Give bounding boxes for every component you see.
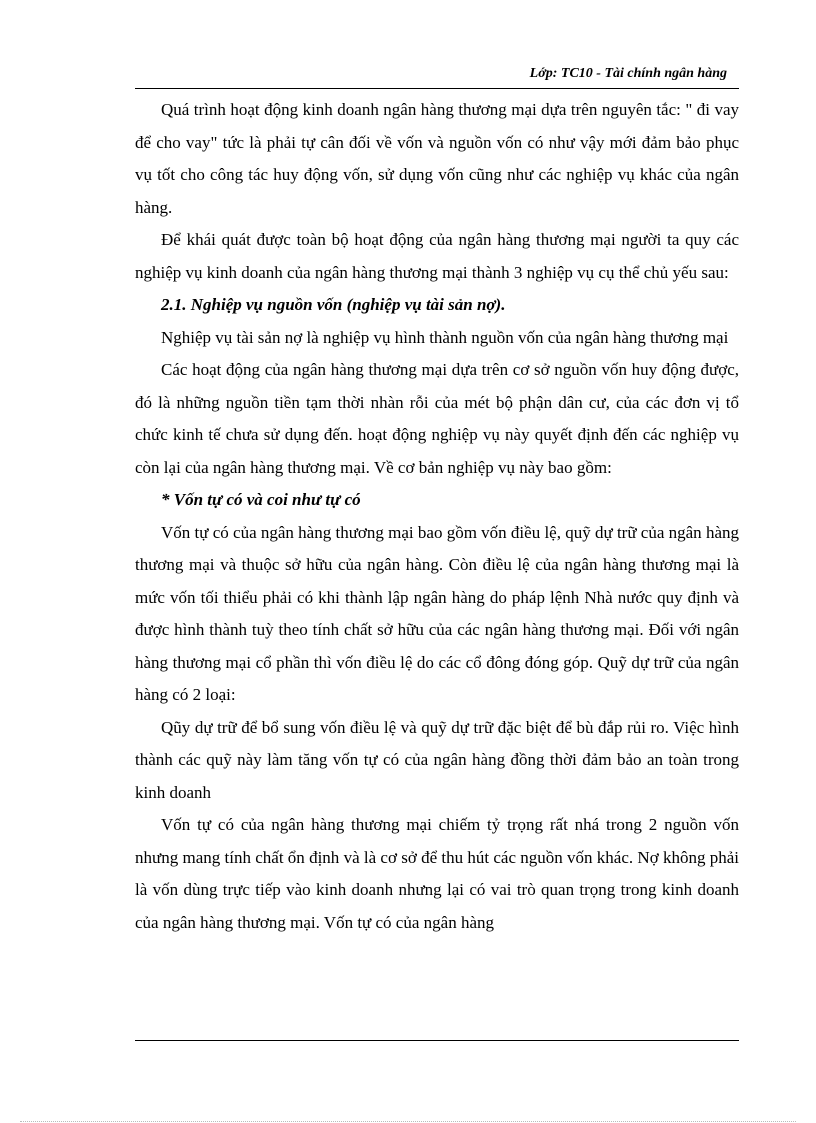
paragraph-own-capital: Vốn tự có của ngân hàng thương mại bao gồm vốn điều lệ, quỹ dự trữ của ngân hàng thương mại và thuộc sở hữu của ngân hàng. Còn điều lệ của ngân hàng thương mại là mức vốn tối thiểu phải có khi thành lập ngân hàng do pháp lệnh Nhà nước quy định và được hình thành tuỳ theo tính chất sở hữu của các ngân hàng thương mại. Đối với ngân hàng thương mại cổ phần thì vốn điều lệ do các cổ đông đóng góp. Quỹ dự trữ của ngân hàng có 2 loại: [135,522,739,704]
paragraph-overview: Để khái quát được toàn bộ hoạt động của ngân hàng thương mại người ta quy các nghiệp vụ kinh doanh của ngân hàng thương mại thành 3 nghiệp vụ cụ thể chủ yếu sau: [135,230,739,282]
page-edge-divider [20,1121,796,1122]
section-heading-2-1: 2.1. Nghiệp vụ nguồn vốn (nghiệp vụ tài sản nợ). [161,295,506,314]
paragraph-liability-definition: Nghiệp vụ tài sản nợ là nghiệp vụ hình thành nguồn vốn của ngân hàng thương mại [161,327,729,347]
paragraph-principle: Quá trình hoạt động kinh doanh ngân hàng thương mại dựa trên nguyên tắc: " đi vay để cho vay" tức là phải tự cân đối về vốn và nguồn vốn có như vậy mới đảm bảo phục vụ tốt cho công tác huy động vốn, sử dụng vốn cũng như các nghiệp vụ khác của ngân hàng. [135,100,739,217]
paragraph-own-capital-share: Vốn tự có của ngân hàng thương mại chiếm tỷ trọng rất nhá trong 2 nguồn vốn nhưng mang tính chất ổn định và là cơ sở để thu hút các nguồn vốn khác. Nợ không phải là vốn dùng trực tiếp vào kinh doanh nhưng lại có vai trò quan trọng trong kinh doanh của ngân hàng thương mại. Vốn tự có của ngân hàng [135,815,739,932]
paragraph-activities: Các hoạt động của ngân hàng thương mại dựa trên cơ sở nguồn vốn huy động được, đó là những nguồn tiền tạm thời nhàn rỗi của mét bộ phận dân cư, của các đơn vị tổ chức kinh tế chưa sử dụng đến. hoạt động nghiệp vụ này quyết định đến các nghiệp vụ còn lại của ngân hàng thương mại. Về cơ bản nghiệp vụ này bao gồm: [135,360,739,477]
page-header [135,64,739,89]
footer-divider [135,1040,739,1041]
body-text [135,94,739,939]
subheading-own-capital: * Vốn tự có và coi như tự có [161,490,361,509]
header-class-label: Lớp: TC10 - Tài chính ngân hàng [529,66,727,81]
paragraph-reserve-fund: Qũy dự trữ để bổ sung vốn điều lệ và quỹ dự trữ đặc biệt để bù đắp rủi ro. Việc hình thành các quỹ này làm tăng vốn tự có của ngân hàng đồng thời đảm bảo an toàn trong kinh doanh [135,717,739,802]
